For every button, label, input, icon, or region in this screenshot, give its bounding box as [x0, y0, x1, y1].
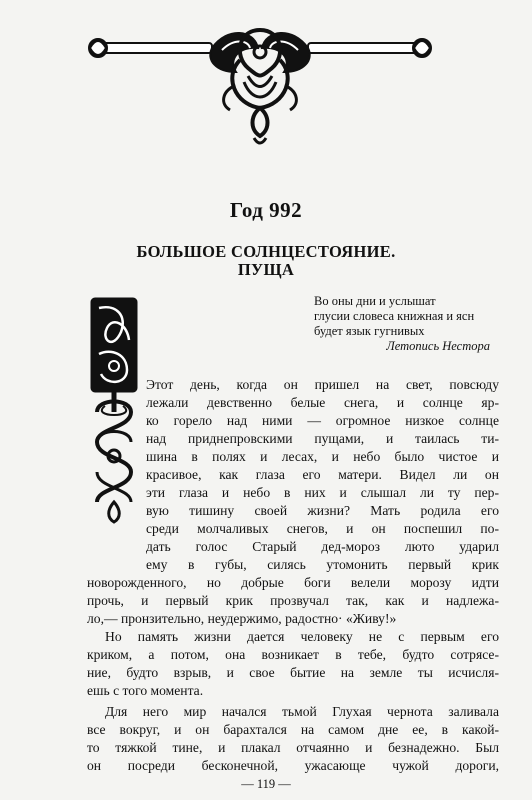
- body-line: криком, а потом, она возникает в тебе, будто сотрясе-: [87, 647, 499, 662]
- epigraph: [314, 294, 490, 339]
- epigraph-line: Во оны дни и услышат: [314, 294, 436, 308]
- body-line: Но память жизни дается человеку не с первым его: [105, 629, 499, 644]
- body-line: то тяжкой тине, и плакал отчаянно и безнадежно. Был: [87, 740, 499, 755]
- body-line: лежали девственно белые снега, и солнце яр-: [146, 395, 499, 410]
- body-line: ему в губы, силясь утомонить первый крик: [146, 557, 499, 572]
- body-line: красивое, как глаза его матери. Видел ли он: [146, 467, 499, 482]
- epigraph-line: глусии словеса книжная и ясн: [314, 309, 475, 323]
- section-title: [0, 243, 532, 279]
- body-line: вую тишину своей жизни? Мать родила его: [146, 503, 499, 518]
- body-line: дать голос Старый дед-мороз лютo ударил: [146, 539, 499, 554]
- illuminated-initial: [87, 294, 141, 526]
- body-line: ко горело над ними — огромное низкое солнце: [146, 413, 499, 428]
- body-line: он посреди бесконечной, ужасающе чужой дороги,: [87, 758, 499, 773]
- chapter-title: Год 992: [229, 198, 303, 222]
- section-title-line: ПУЩА: [237, 260, 295, 279]
- page-number: — 119 —: [241, 777, 291, 791]
- body-line: Для него мир начался тьмой Глухая чернота заливала: [105, 704, 499, 719]
- body-line: ешь с того момента.: [87, 683, 204, 698]
- body-line: прочь, и первый крик прозвучал так, как и надлежа-: [87, 593, 499, 608]
- body-line: эти глаза и небо в них и слышал ли ту пер-: [146, 485, 499, 500]
- body-line: среди молчаливых снегов, и он поспешил по-: [146, 521, 499, 536]
- body-line: новорожденного, но добрые боги велели морозу идти: [87, 575, 499, 590]
- body-line: все вокруг, и он барахтался на самом дне ее, в какой-: [87, 722, 499, 737]
- body-line: над приднепровскими пущами, и таилась ти-: [146, 431, 499, 446]
- body-line: Этот день, когда он пришел на свет, повсюду: [146, 377, 499, 392]
- epigraph-line: будет язык гугнивых: [314, 324, 425, 338]
- body-line: ло,— пронзительно, неудержимо, радостно· «Живу!»: [87, 611, 397, 626]
- ornamental-headpiece: [88, 16, 432, 150]
- body-line: шина в полях и лесах, и небо было чистое и: [146, 449, 499, 464]
- epigraph-source: Летопись Нестора: [386, 339, 490, 353]
- section-title-line: БОЛЬШОЕ СОЛНЦЕСТОЯНИЕ.: [136, 242, 396, 261]
- body-line: ние, будто взрыв, и свое бытие на земле ты исчисля-: [87, 665, 499, 680]
